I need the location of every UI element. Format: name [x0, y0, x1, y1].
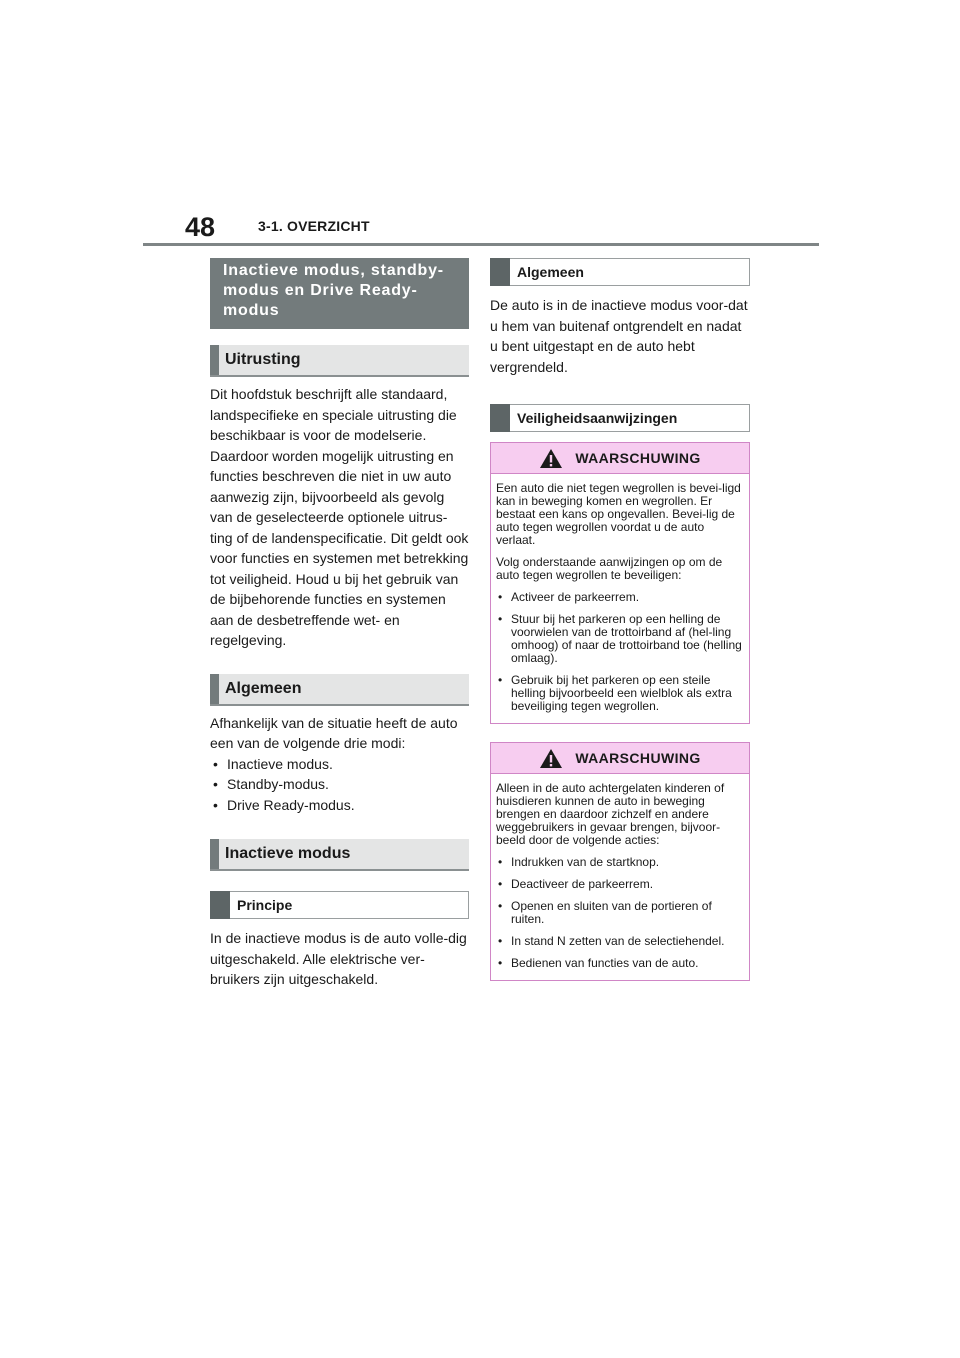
- chapter-title: 3-1. OVERZICHT: [258, 218, 370, 234]
- page-number: 48: [185, 212, 216, 242]
- warning-box: [490, 442, 750, 724]
- list-item: • Stuur bij het parkeren op een helling de voorwielen van de trottoirband af (hel-ling omhoog) of naar de trottoirband toe (helling omlaag).: [496, 613, 743, 665]
- header-divider: [143, 243, 819, 246]
- list-item: • Drive Ready-modus.: [210, 795, 469, 816]
- list-item: • Indrukken van de startknop.: [496, 856, 743, 869]
- subheading-algemeen: [490, 258, 750, 286]
- subheading-veiligheid: [490, 404, 750, 432]
- heading-uitrusting: [210, 345, 469, 377]
- list-item: • Inactieve modus.: [210, 754, 469, 775]
- warning-title: WAARSCHUWING: [575, 750, 701, 766]
- list-item: • Deactiveer de parkeerrem.: [496, 878, 743, 891]
- warning-list: [496, 856, 743, 970]
- warning-header: [491, 743, 749, 774]
- list-item: • Openen en sluiten van de portieren of ruiten.: [496, 900, 743, 926]
- heading-tab: [210, 345, 219, 375]
- warning-box: [490, 742, 750, 981]
- principe-text: In de inactieve modus is de auto volle-dig uitgeschakeld. Alle elektrische ver-bruikers zijn uitgeschakeld.: [210, 930, 467, 987]
- heading-label: Inactieve modus: [225, 845, 351, 862]
- warning-paragraph: Volg onderstaande aanwijzingen op om de auto tegen wegrollen te beveiligen:: [496, 555, 723, 582]
- list-item: • In stand N zetten van de selectiehendel.: [496, 935, 743, 948]
- list-item: • Standby-modus.: [210, 774, 469, 795]
- warning-paragraph: Alleen in de auto achtergelaten kinderen of huisdieren kunnen de auto in beweging brengen en daardoor zichzelf en andere weggebruikers in gevaar brengen, bijvoor-beeld door de volgende acties:: [496, 781, 725, 847]
- uitrusting-text: Dit hoofdstuk beschrijft alle standaard, landspecifieke en speciale uitrusting die beschikbaar is voor de modelserie. Daardoor worden mogelijk uitrusting en functies beschreven die niet in uw auto aanwezig zijn, bijvoorbeeld als gevolg van de geselecteerde optionele uitrus-ting of de landenspecificatie. Dit geldt ook voor functies en systemen met betrekking tot veiligheid. Houd u bij het gebruik van de bijbehorende functies en systemen aan de desbetreffende wet- en regelgeving.: [210, 386, 469, 648]
- heading-label: Uitrusting: [225, 351, 301, 368]
- warning-paragraph: Een auto die niet tegen wegrollen is bevei-ligd kan in beweging komen en wegrollen. Er bestaat een kans op ongevallen. Bevei-lig de auto tegen wegrollen voordat u de auto verlaat.: [496, 481, 741, 547]
- list-item: • Activeer de parkeerrem.: [496, 591, 743, 604]
- warning-header: [491, 443, 749, 474]
- heading-inactieve-modus: [210, 839, 469, 871]
- warning-title: WAARSCHUWING: [575, 450, 701, 466]
- subheading-principe: [210, 891, 469, 919]
- subheading-tab: [210, 891, 230, 919]
- subheading-tab: [490, 404, 510, 432]
- warning-body: [491, 774, 749, 980]
- subheading-label: Veiligheidsaanwijzingen: [517, 410, 678, 426]
- warning-list: [496, 591, 743, 713]
- list-item: • Bedienen van functies van de auto.: [496, 957, 743, 970]
- subheading-label: Algemeen: [517, 264, 584, 280]
- algemeen-intro: Afhankelijk van de situatie heeft de auto een van de volgende drie modi:: [210, 714, 458, 751]
- heading-tab: [210, 674, 219, 704]
- subheading-tab: [490, 258, 510, 286]
- mode-list: [210, 754, 469, 816]
- left-column: [210, 258, 469, 990]
- heading-tab: [210, 839, 219, 869]
- warning-triangle-icon: [539, 748, 563, 769]
- warning-triangle-icon: [539, 448, 563, 469]
- section-banner: Inactieve modus, standby-modus en Drive Ready-modus: [210, 258, 469, 329]
- heading-algemeen: [210, 674, 469, 706]
- subheading-label: Principe: [237, 897, 293, 913]
- algemeen-text: De auto is in de inactieve modus voor-dat u hem van buitenaf ontgrendelt en nadat u bent uitgestapt en de auto hebt vergrendeld.: [490, 297, 748, 375]
- right-column: [490, 258, 750, 981]
- list-item: • Gebruik bij het parkeren op een steile helling bijvoorbeeld een wielblok als extra beveiliging tegen wegrollen.: [496, 674, 743, 713]
- warning-body: [491, 474, 749, 723]
- heading-label: Algemeen: [225, 679, 302, 697]
